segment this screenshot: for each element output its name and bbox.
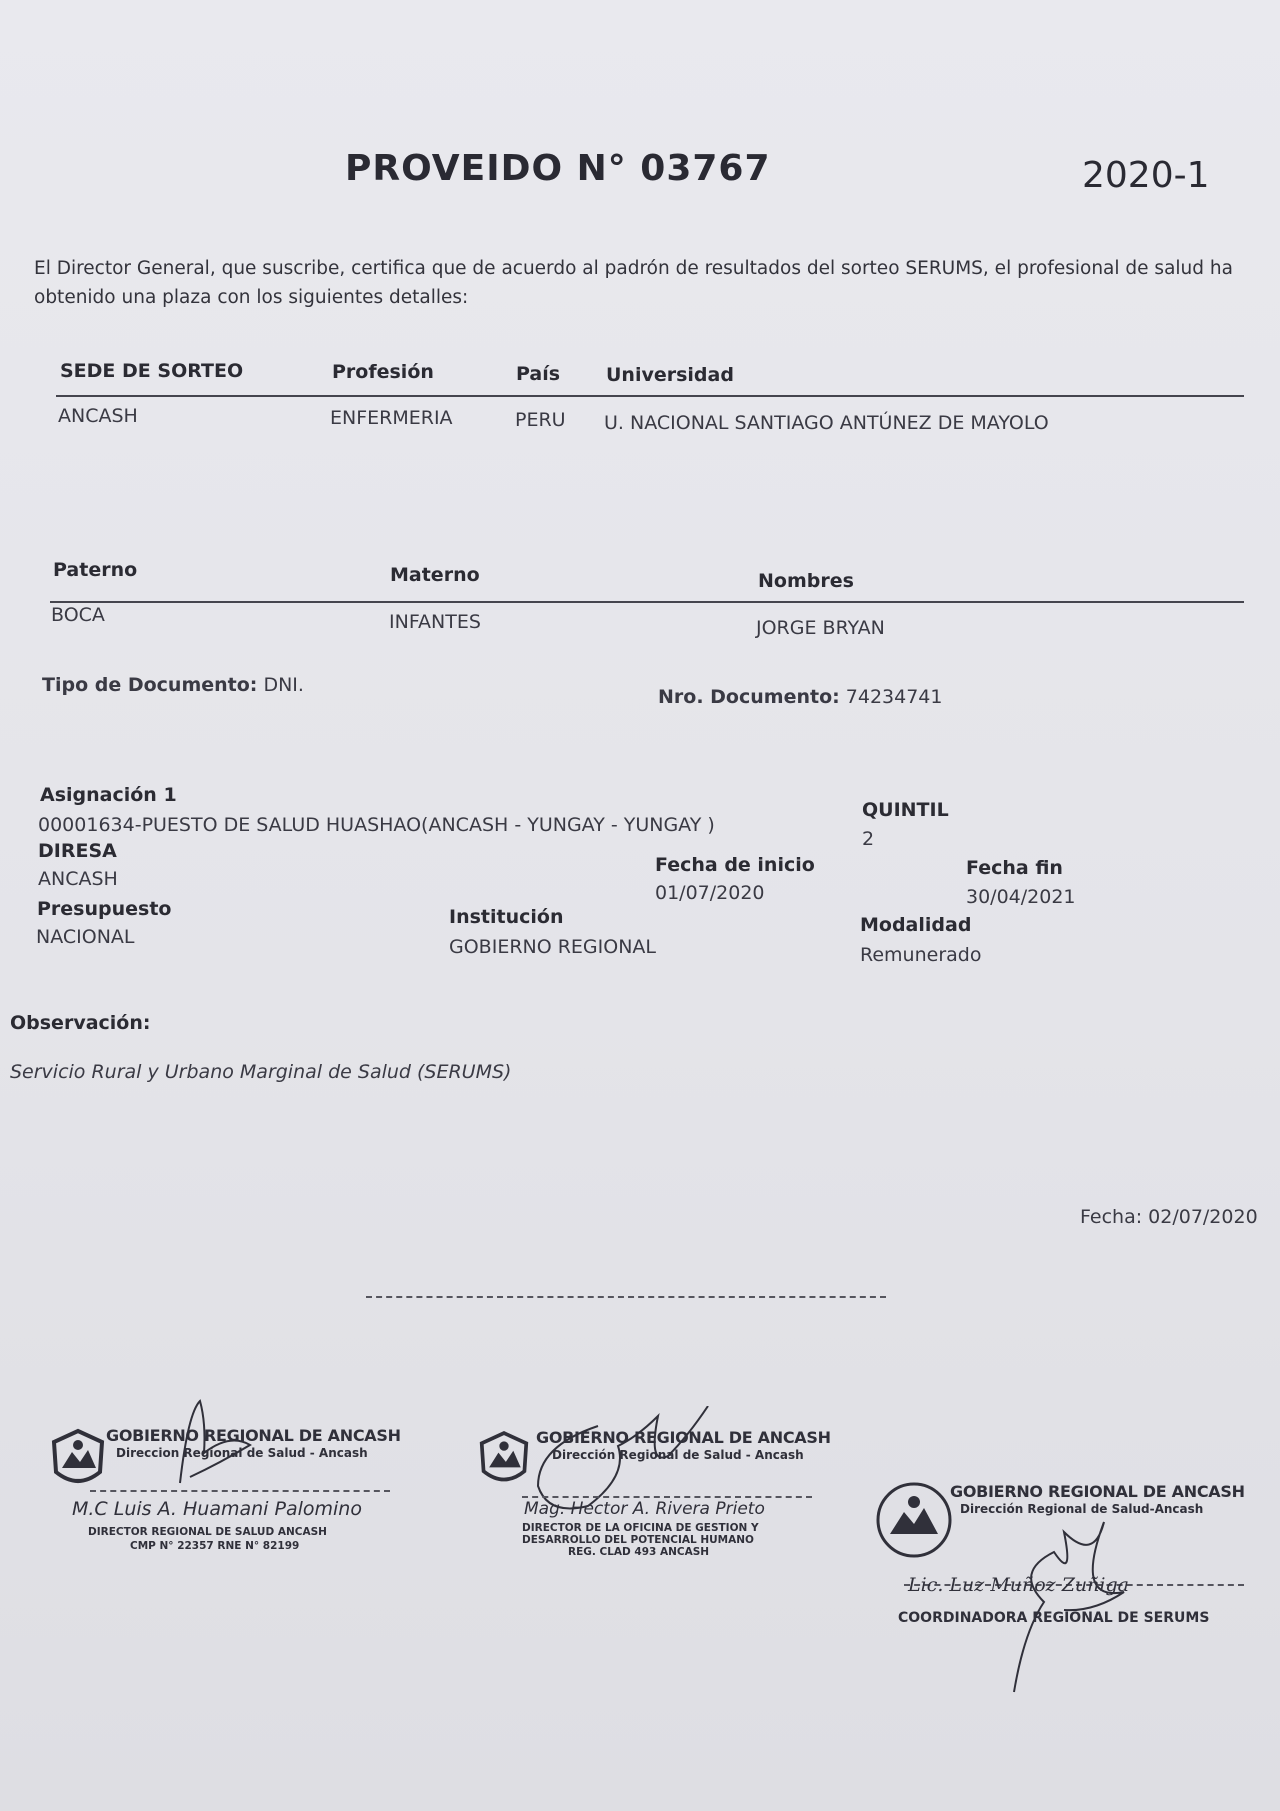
- document-period: 2020-1: [1082, 155, 1210, 196]
- presupuesto-label: Presupuesto: [37, 898, 172, 920]
- modalidad-value: Remunerado: [860, 944, 982, 966]
- observation-text: Servicio Rural y Urbano Marginal de Salud (SERUMS): [10, 1061, 512, 1083]
- signature-1-line: [90, 1490, 390, 1492]
- regional-seal-icon: [874, 1480, 954, 1560]
- quintil-label: QUINTIL: [862, 799, 949, 821]
- signature-1-registry: CMP N° 22357 RNE N° 82199: [130, 1540, 300, 1552]
- signature-3-org: GOBIERNO REGIONAL DE ANCASH: [950, 1482, 1245, 1501]
- signature-2-role: DIRECTOR DE LA OFICINA DE GESTION Y: [522, 1522, 759, 1534]
- value-nombres: JORGE BRYAN: [756, 617, 885, 639]
- modalidad-label: Modalidad: [860, 914, 972, 936]
- table1-rule: [56, 395, 1244, 397]
- header-nombres: Nombres: [758, 570, 854, 592]
- header-pais: País: [516, 363, 561, 385]
- header-profesion: Profesión: [332, 361, 434, 383]
- table2-rule: [50, 601, 1244, 603]
- signature-1-name: M.C Luis A. Huamani Palomino: [72, 1498, 362, 1520]
- value-sede: ANCASH: [58, 405, 138, 427]
- signature-2-org: GOBIERNO REGIONAL DE ANCASH: [536, 1428, 831, 1447]
- header-paterno: Paterno: [53, 559, 138, 581]
- document-number-value: 74234741: [845, 686, 943, 708]
- document-title: PROVEIDO N° 03767: [345, 148, 771, 189]
- fecha-fin-value: 30/04/2021: [966, 886, 1076, 908]
- signature-1-role: DIRECTOR REGIONAL DE SALUD ANCASH: [88, 1526, 327, 1538]
- signature-2-role-2: DESARROLLO DEL POTENCIAL HUMANO: [522, 1534, 754, 1546]
- assignment-title: Asignación 1: [40, 784, 177, 806]
- value-materno: INFANTES: [389, 611, 481, 633]
- signature-block-1: [50, 1398, 400, 1568]
- fecha-inicio-value: 01/07/2020: [655, 882, 765, 904]
- diresa-value: ANCASH: [38, 868, 118, 890]
- signature-block-2: [478, 1416, 831, 1586]
- observation-label: Observación:: [10, 1012, 151, 1034]
- assignment-establishment: 00001634-PUESTO DE SALUD HUASHAO(ANCASH - YUNGAY - YUNGAY ): [38, 814, 715, 836]
- signature-3-dept: Dirección Regional de Salud-Ancash: [960, 1502, 1204, 1516]
- value-universidad: U. NACIONAL SANTIAGO ANTÚNEZ DE MAYOLO: [604, 412, 1049, 434]
- intro-paragraph: El Director General, que suscribe, certifica que de acuerdo al padrón de resultados del sorteo SERUMS, el profesional de salud ha obtenido una plaza con los siguientes detalles:: [34, 258, 1233, 308]
- signature-1-org: GOBIERNO REGIONAL DE ANCASH: [106, 1426, 401, 1445]
- signature-3-scribble: [954, 1512, 1154, 1702]
- fecha-fin-label: Fecha fin: [966, 857, 1063, 879]
- institucion-value: GOBIERNO REGIONAL: [449, 936, 657, 958]
- header-sede: SEDE DE SORTEO: [60, 360, 244, 382]
- issue-date: Fecha: 02/07/2020: [1080, 1206, 1258, 1228]
- quintil-value: 2: [862, 828, 875, 850]
- value-pais: PERU: [515, 409, 566, 431]
- fecha-inicio-label: Fecha de inicio: [655, 854, 815, 876]
- signature-2-dept: Dirección Regional de Salud - Ancash: [552, 1448, 804, 1462]
- institucion-label: Institución: [449, 906, 564, 928]
- value-paterno: BOCA: [51, 604, 105, 626]
- signature-block-3: [874, 1472, 1244, 1702]
- document-number-label: Nro. Documento:: [658, 686, 840, 708]
- document-type-value: DNI.: [263, 674, 304, 696]
- value-profesion: ENFERMERIA: [330, 407, 453, 429]
- presupuesto-value: NACIONAL: [36, 926, 135, 948]
- signature-1-scribble: [160, 1393, 310, 1493]
- document-number: [658, 686, 942, 708]
- document-type-label: Tipo de Documento:: [42, 674, 258, 696]
- signature-3-role: COORDINADORA REGIONAL DE SERUMS: [898, 1610, 1210, 1626]
- header-materno: Materno: [390, 564, 480, 586]
- diresa-label: DIRESA: [38, 840, 117, 862]
- signature-3-name: Lic. Luz Muñoz Zuñiga: [908, 1574, 1129, 1596]
- signature-1-dept: Direccion Regional de Salud - Ancash: [116, 1446, 368, 1460]
- signature-2-line: [522, 1496, 812, 1498]
- header-universidad: Universidad: [606, 364, 734, 386]
- signature-2-name: Mag. Hector A. Rivera Prieto: [524, 1499, 765, 1519]
- signature-line: [366, 1296, 886, 1298]
- document-type: [42, 674, 304, 696]
- signature-2-registry: REG. CLAD 493 ANCASH: [568, 1546, 710, 1558]
- regional-seal-icon: [50, 1428, 106, 1492]
